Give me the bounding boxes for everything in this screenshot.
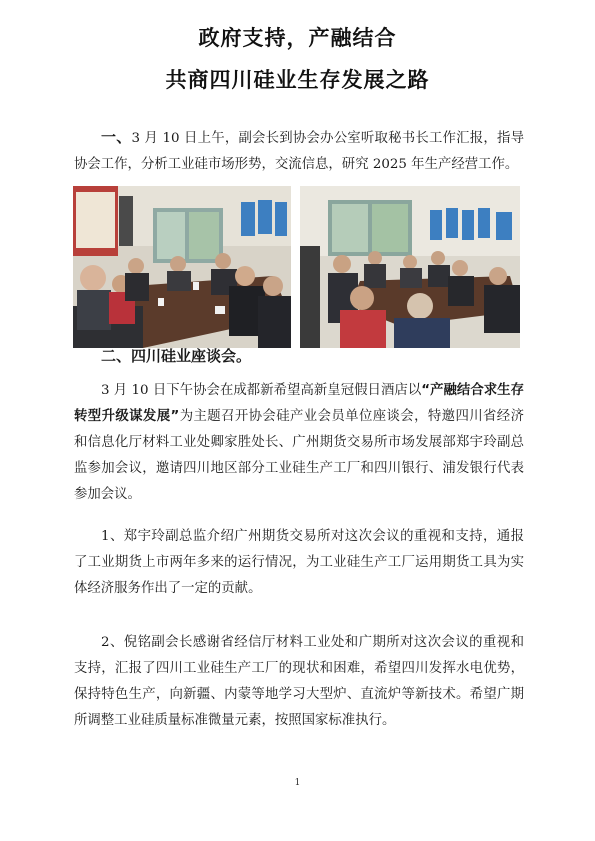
document-title-line2: 共商四川硅业生存发展之路 xyxy=(165,68,430,92)
section1-paragraph xyxy=(74,124,524,178)
section2-intro-after: 为主题召开协会硅产业会员单位座谈会，特邀四川省经济和信息化厅材料工业处卿家胜处长、广州期货交易所市场发展部郑宇玲副总监参加会议，邀请四川地区部分工业硅生产工厂和四川银行、浦发银行代表参加会议。 xyxy=(74,409,524,502)
meeting-photo-office xyxy=(73,186,291,348)
section1-text: 3 月 10 日上午，副会长到协会办公室听取秘书长工作汇报，指导协会工作，分析工业硅市场形势，交流信息，研究 2025 年生产经营工作。 xyxy=(74,131,524,172)
document-title-line1: 政府支持，产融结合 xyxy=(198,26,397,50)
section2-intro-paragraph xyxy=(74,378,524,508)
meeting-theme: “产融结合求生存 转型升级谋发展” xyxy=(74,383,524,424)
section1-label: 一、 xyxy=(101,128,132,146)
section2-item1: 1、郑宇玲副总监介绍广州期货交易所对这次会议的重视和支持，通报了工业期货上市两年多来的运行情况，为工业硅生产工厂运用期货工具为实体经济服务作出了一定的贡献。 xyxy=(74,529,524,596)
section2-intro-before: 3 月 10 日下午协会在成都新希望高新皇冠假日酒店以 xyxy=(101,383,422,398)
page-number: 1 xyxy=(294,778,301,788)
section2-item2: 2、倪铭副会长感谢省经信厅材料工业处和广期所对这次会议的重视和支持，汇报了四川工业硅生产工厂的现状和困难，希望四川发挥水电优势，保持特色生产，向新疆、内蒙等地学习大型炉、直流炉等新技术。希望广期所调整工业硅质量标准微量元素，按照国家标准执行。 xyxy=(74,635,524,728)
section2-heading: 二、四川硅业座谈会。 xyxy=(101,347,252,365)
meeting-photo-discussion xyxy=(300,186,520,348)
